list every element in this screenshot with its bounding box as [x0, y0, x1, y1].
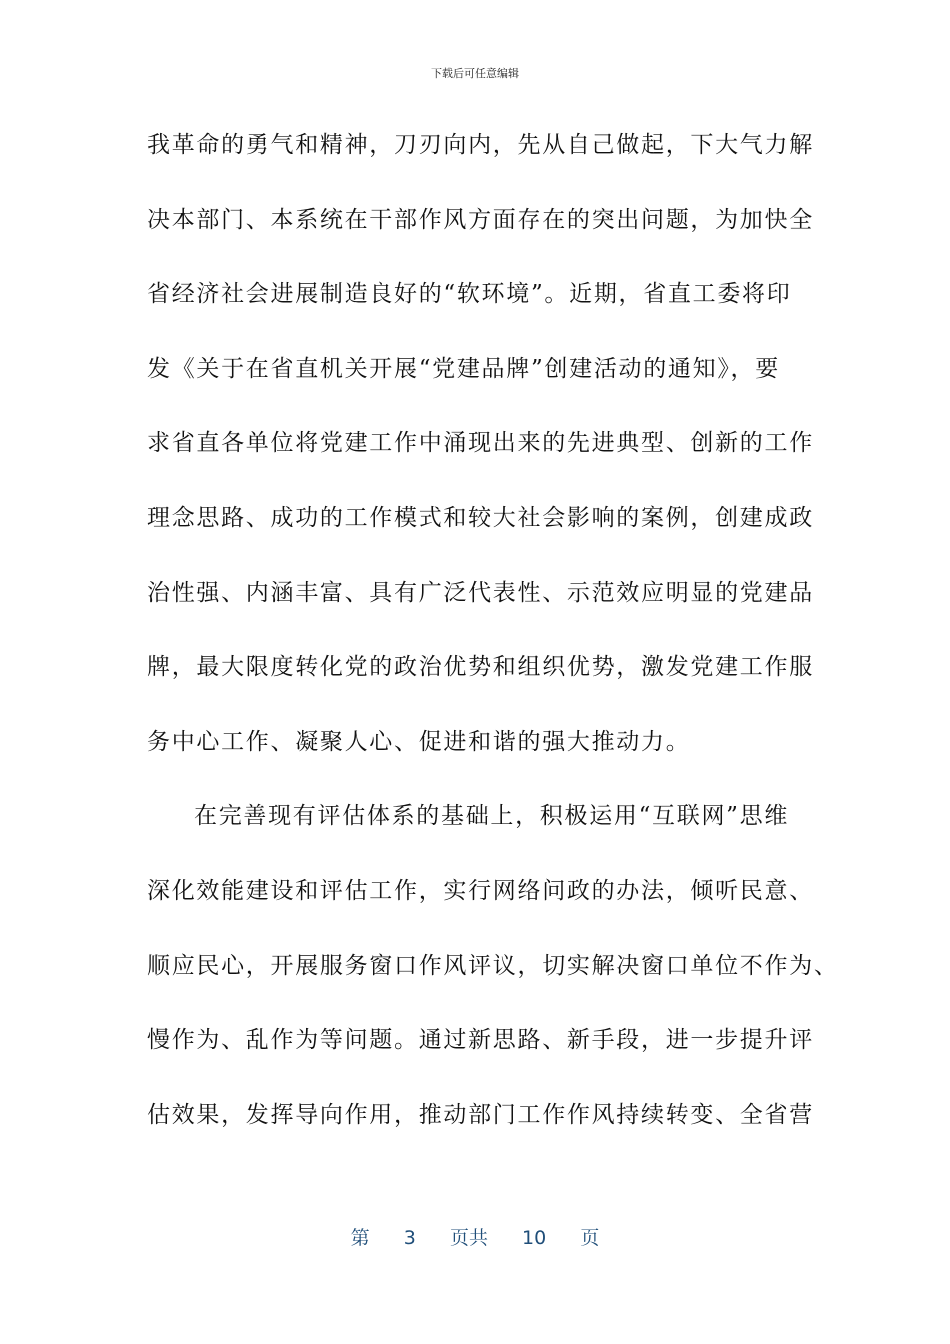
text-line: 我革命的勇气和精神，刀刃向内，先从自己做起，下大气力解	[147, 132, 814, 158]
text-line: 决本部门、本系统在干部作风方面存在的突出问题，为加快全	[147, 206, 814, 233]
total-pages-number: 10	[522, 1227, 547, 1249]
page-header: 下载后可任意编辑	[431, 67, 519, 80]
page-footer	[0, 1225, 950, 1251]
body-text	[147, 120, 839, 1164]
text-line: 求省直各单位将党建工作中涌现出来的先进典型、创新的工作	[147, 430, 814, 457]
text-line: 慢作为、乱作为等问题。通过新思路、新手段，进一步提升评	[147, 1027, 814, 1054]
text-line: 深化效能建设和评估工作，实行网络问政的办法，倾听民意、	[147, 877, 814, 904]
paragraph-start-line: 在完善现有评估体系的基础上，积极运用“互联网”思维	[194, 803, 790, 830]
current-page-number: 3	[403, 1227, 416, 1249]
text-line: 发《关于在省直机关开展“党建品牌”创建活动的通知》，要	[147, 355, 780, 382]
text-line: 治性强、内涵丰富、具有广泛代表性、示范效应明显的党建品	[147, 579, 814, 606]
text-line: 顺应民心，开展服务窗口作风评议，切实解决窗口单位不作为、	[147, 952, 839, 979]
text-line: 省经济社会进展制造良好的“软环境”。近期，省直工委将印	[147, 281, 792, 308]
footer-suffix: 页	[580, 1227, 600, 1249]
text-line: 牌，最大限度转化党的政治优势和组织优势，激发党建工作服	[147, 654, 814, 681]
footer-middle: 页共	[449, 1227, 488, 1249]
text-line: 理念思路、成功的工作模式和较大社会影响的案例，创建成政	[147, 504, 814, 531]
text-line: 估效果，发挥导向作用，推动部门工作作风持续转变、全省营	[147, 1101, 814, 1128]
text-line: 务中心工作、凝聚人心、促进和谐的强大推动力。	[147, 728, 691, 755]
footer-prefix: 第	[350, 1227, 370, 1249]
